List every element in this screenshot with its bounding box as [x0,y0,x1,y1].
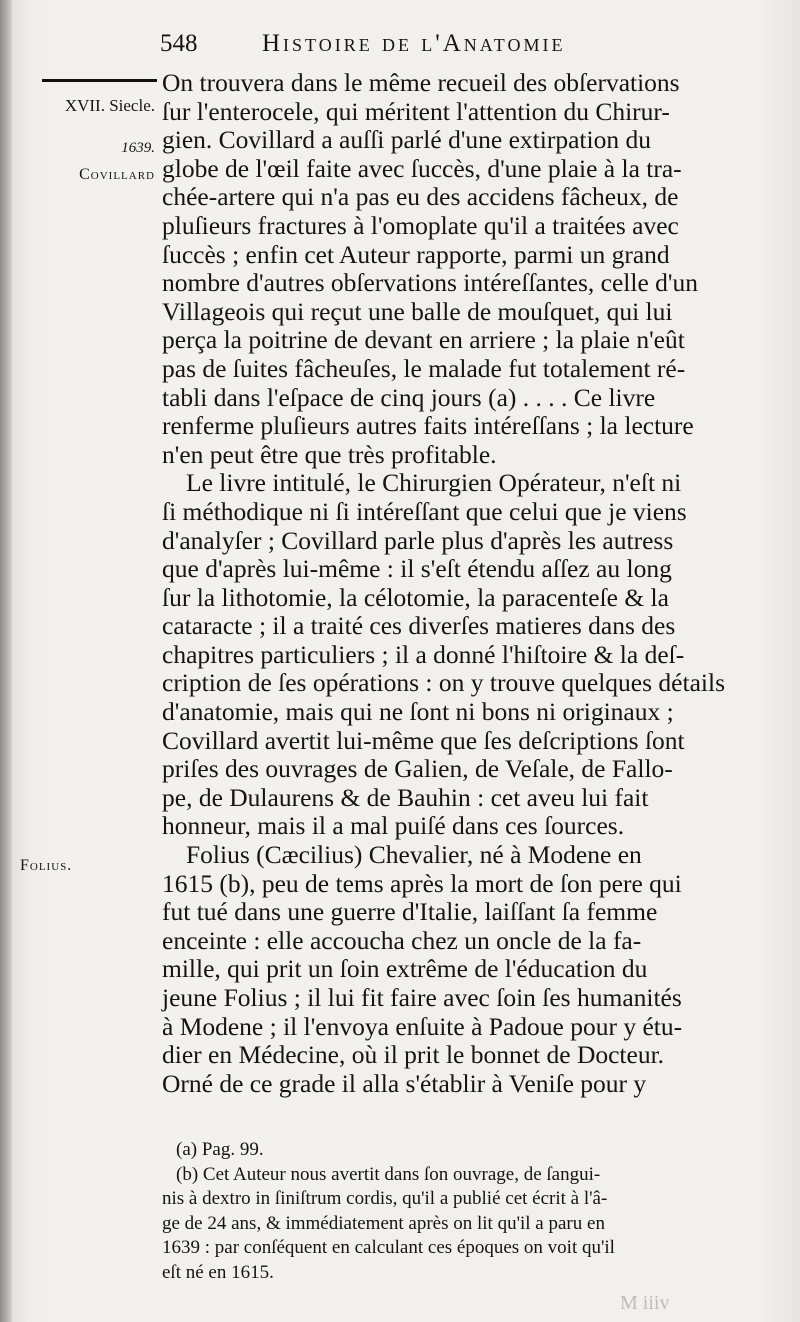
text-line: priſes des ouvrages de Galien, de Veſale, de Fallo- [162,754,673,784]
text-line: Covillard avertit lui-même que ſes deſcriptions ſont [162,725,685,755]
text-line: ſi méthodique ni ſi intéreſſant que celui que je viens [162,496,687,526]
text-line: n'en peut être que très profitable. [162,439,497,469]
text-line: nombre d'autres obſervations intéreſſantes, celle d'un [162,268,699,298]
text-line: que d'après lui-même : il s'eſt étendu aſſez au long [162,554,672,584]
footnote-b: (b) Cet Auteur nous avertit dans ſon ouvrage, de ſangui- [176,1163,601,1185]
margin-note-century: XVII. Siecle. [64,96,155,115]
text-line: enceinte : elle accoucha chez un oncle de la fa- [162,925,642,955]
text-line: Villageois qui reçut une balle de mouſquet, qui lui [162,296,673,326]
text-line: pluſieurs fractures à l'omoplate qu'il a traitées avec [162,210,679,240]
text-line: perça la poitrine de devant en arriere ; la plaie n'eût [162,325,685,355]
text-line: globe de l'œil faite avec ſuccès, d'une plaie à la tra- [162,153,682,183]
footnote-line: 1639 : par conſéquent en calculant ces époques on voit qu'il [162,1237,615,1258]
signature-mark: M iiiv [620,1292,670,1314]
text-line: mille, qui prit un ſoin extrême de l'éducation du [162,954,648,984]
text-line: pe, de Dulaurens & de Bauhin : cet aveu lui fait [162,782,649,812]
text-line: 1615 (b), peu de tems après la mort de ſon pere qui [162,868,682,898]
text-line: ſur l'enterocele, qui méritent l'attention du Chirur- [162,96,670,126]
margin-note-folius: Folius. [20,857,73,874]
footnotes [162,1138,752,1285]
text-line: Folius (Cæcilius) Chevalier, né à Modene en [186,840,642,870]
body-text [162,69,752,1098]
text-line: honneur, mais il a mal puiſé dans ces ſources. [162,811,625,841]
running-title: Histoire de l'Anatomie [262,30,566,57]
text-line: d'analyſer ; Covillard parle plus d'après les autress [162,525,674,555]
page-number: 548 [160,30,198,57]
text-line: chapitres particuliers ; il a donné l'hiſtoire & la deſ- [162,639,685,669]
text-line: Le livre intitulé, le Chirurgien Opérateur, n'eſt ni [186,468,682,498]
text-line: gien. Covillard a auſſi parlé d'une extirpation du [162,125,651,155]
footnote-line: eſt né en 1615. [162,1261,274,1283]
margin-note-year: 1639. [121,140,155,156]
text-line: pas de ſuites fâcheuſes, le malade fut totalement ré- [162,353,686,383]
text-line: On trouvera dans le même recueil des obſervations [162,68,680,97]
text-line: à Modene ; il l'envoya enſuite à Padoue pour y étu- [162,1011,683,1041]
page-header [160,30,760,66]
text-line: cription de ſes opérations : on y trouve quelques détails [162,668,725,698]
text-line: ſur la lithotomie, la célotomie, la paracenteſe & la [162,582,669,612]
text-line: renferme pluſieurs autres faits intéreſſans ; la lecture [162,411,694,441]
text-line: tabli dans l'eſpace de cinq jours (a) . . . . Ce livre [162,382,656,412]
page-spine-shadow [0,0,12,1322]
footnote-a: (a) Pag. 99. [176,1139,264,1160]
text-line: Orné de ce grade il alla s'établir à Veniſe pour y [162,1068,647,1098]
text-line: jeune Folius ; il lui fit faire avec ſoin ſes humanités [162,983,682,1012]
text-line: fut tué dans une guerre d'Italie, laiſſant ſa femme [162,897,658,927]
footnote-line: ge de 24 ans, & immédiatement après on lit qu'il a paru en [162,1212,605,1234]
text-line: chée-artere qui n'a pas eu des accidens fâcheux, de [162,182,679,212]
text-line: d'anatomie, mais qui ne ſont ni bons ni originaux ; [162,697,674,727]
margin-rule [42,79,157,82]
footnote-line: nis à dextro in ſiniſtrum cordis, qu'il a publié cet écrit à l'â- [162,1188,608,1209]
margin-note-covillard: Covillard [79,166,155,183]
text-line: ſuccès ; enfin cet Auteur rapporte, parmi un grand [162,239,670,269]
text-line: dier en Médecine, où il prit le bonnet de Docteur. [162,1040,665,1070]
text-line: cataracte ; il a traité ces diverſes matieres dans des [162,611,676,641]
